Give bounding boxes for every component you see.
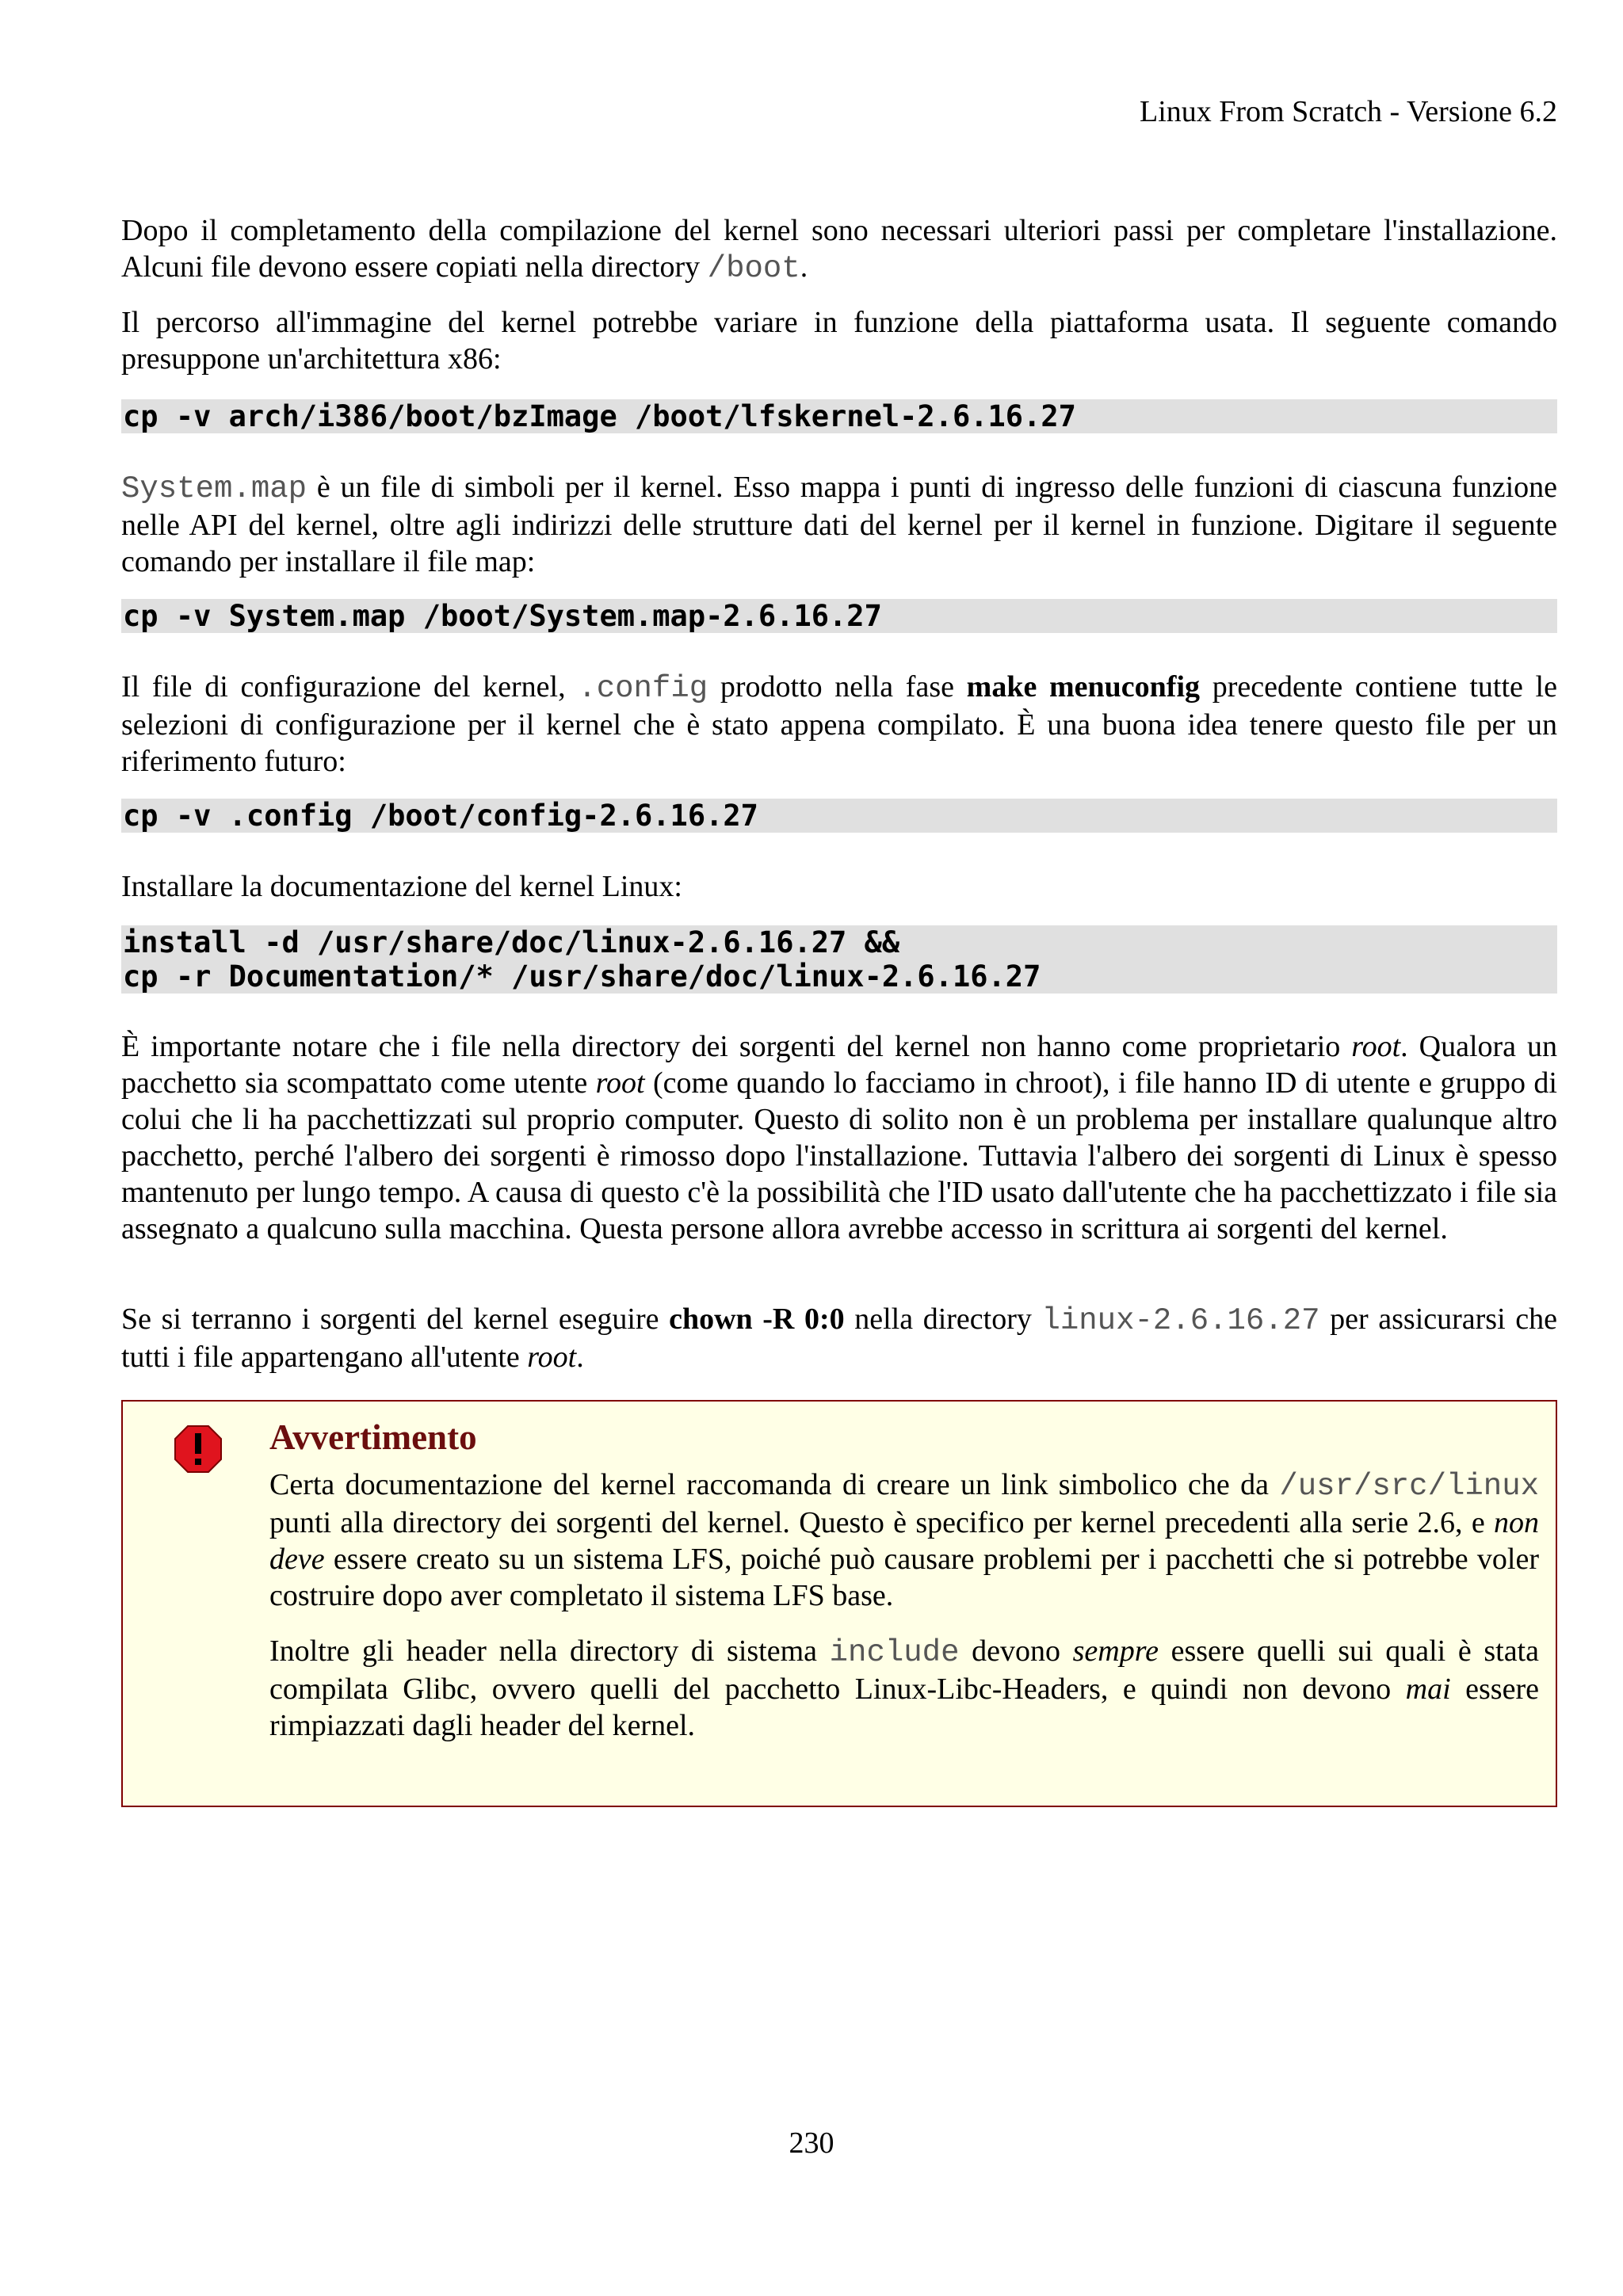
paragraph-ownership: È importante notare che i file nella directory dei sorgenti del kernel non hanno come proprietario root. Qualora un pacchetto sia scompattato come utente root (come quando lo facciamo in chroot), i file hanno ID di utente e gruppo di colui che li ha pacchettizzati sul proprio computer. Questo di solito non è un problema per installare qualunque altro pacchetto, perché l'albero dei sorgenti è rimosso dopo l'installazione. Tuttavia l'albero dei sorgenti di Linux è spesso mantenuto per lungo tempo. A causa di questo c'è la possibilità che l'ID usato dall'utente che ha pacchettizzato i file sia assegnato a qualcuno sulla macchina. Questa persone allora avrebbe accesso in scrittura ai sorgenti del kernel. — [121, 1030, 1557, 1245]
paragraph-chown: Se si terranno i sorgenti del kernel eseguire chown -R 0:0 nella directory linux-2.6.16.27 per assicurarsi che tutti i file appartengano all'utente root. — [121, 1302, 1557, 1374]
running-header: Linux From Scratch - Versione 6.2 — [1140, 95, 1557, 128]
warning-paragraph-symlink: Certa documentazione del kernel raccomanda di creare un link simbolico che da /usr/src/linux punti alla directory dei sorgenti del kernel. Questo è specifico per kernel precedenti alla serie 2.6, e non deve essere creato su un sistema LFS, poiché può causare problemi per i pacchetti che si potrebbe voler costruire dopo aver completato il sistema LFS base. — [269, 1468, 1539, 1612]
warning-admonition — [121, 1400, 1557, 1807]
inline-code: linux-2.6.16.27 — [1041, 1303, 1320, 1338]
inline-code: .config — [578, 671, 708, 706]
paragraph-kernel-path: Il percorso all'immagine del kernel potrebbe variare in funzione della piattaforma usata. Il seguente comando presuppone un'architettura x86: — [121, 306, 1557, 376]
inline-code: System.map — [121, 471, 307, 506]
page-number: 230 — [789, 2126, 834, 2160]
command-name: make menuconfig — [966, 670, 1201, 704]
warning-title: Avvertimento — [269, 1417, 477, 1457]
paragraph-intro: Dopo il completamento della compilazione del kernel sono necessari ulteriori passi per completare l'installazione. Alcuni file devono essere copiati nella directory /boot. — [121, 214, 1557, 286]
inline-code: include — [829, 1635, 960, 1670]
warning-body — [269, 1414, 1539, 1744]
warning-octagon-icon — [174, 1425, 223, 1474]
command-block-bzimage: cp -v arch/i386/boot/bzImage /boot/lfskernel-2.6.16.27 — [121, 399, 1557, 433]
command-block-install-docs: install -d /usr/share/doc/linux-2.6.16.27 && cp -r Documentation/* /usr/share/doc/linux-2.6.16.27 — [121, 925, 1557, 994]
command-block-system-map: cp -v System.map /boot/System.map-2.6.16.27 — [121, 599, 1557, 633]
paragraph-config: Il file di configurazione del kernel, .config prodotto nella fase make menuconfig precedente contiene tutte le selezioni di configurazione per il kernel che è stato appena compilato. È una buona idea tenere questo file per un riferimento futuro: — [121, 670, 1557, 778]
command-block-config: cp -v .config /boot/config-2.6.16.27 — [121, 799, 1557, 833]
command-name: chown -R 0:0 — [669, 1302, 845, 1336]
paragraph-system-map: System.map è un file di simboli per il kernel. Esso mappa i punti di ingresso delle funzioni di ciascuna funzione nelle API del kernel, oltre agli indirizzi delle strutture dati del kernel per il kernel in funzione. Digitare il seguente comando per installare il file map: — [121, 471, 1557, 578]
inline-code: /usr/src/linux — [1279, 1469, 1539, 1504]
inline-code: /boot — [707, 251, 800, 286]
warning-paragraph-headers: Inoltre gli header nella directory di sistema include devono sempre essere quelli sui quali è stata compilata Glibc, ovvero quelli del pacchetto Linux-Libc-Headers, e quindi non devono mai essere rimpiazzati dagli header del kernel. — [269, 1634, 1539, 1742]
paragraph-install-docs: Installare la documentazione del kernel Linux: — [121, 870, 682, 903]
